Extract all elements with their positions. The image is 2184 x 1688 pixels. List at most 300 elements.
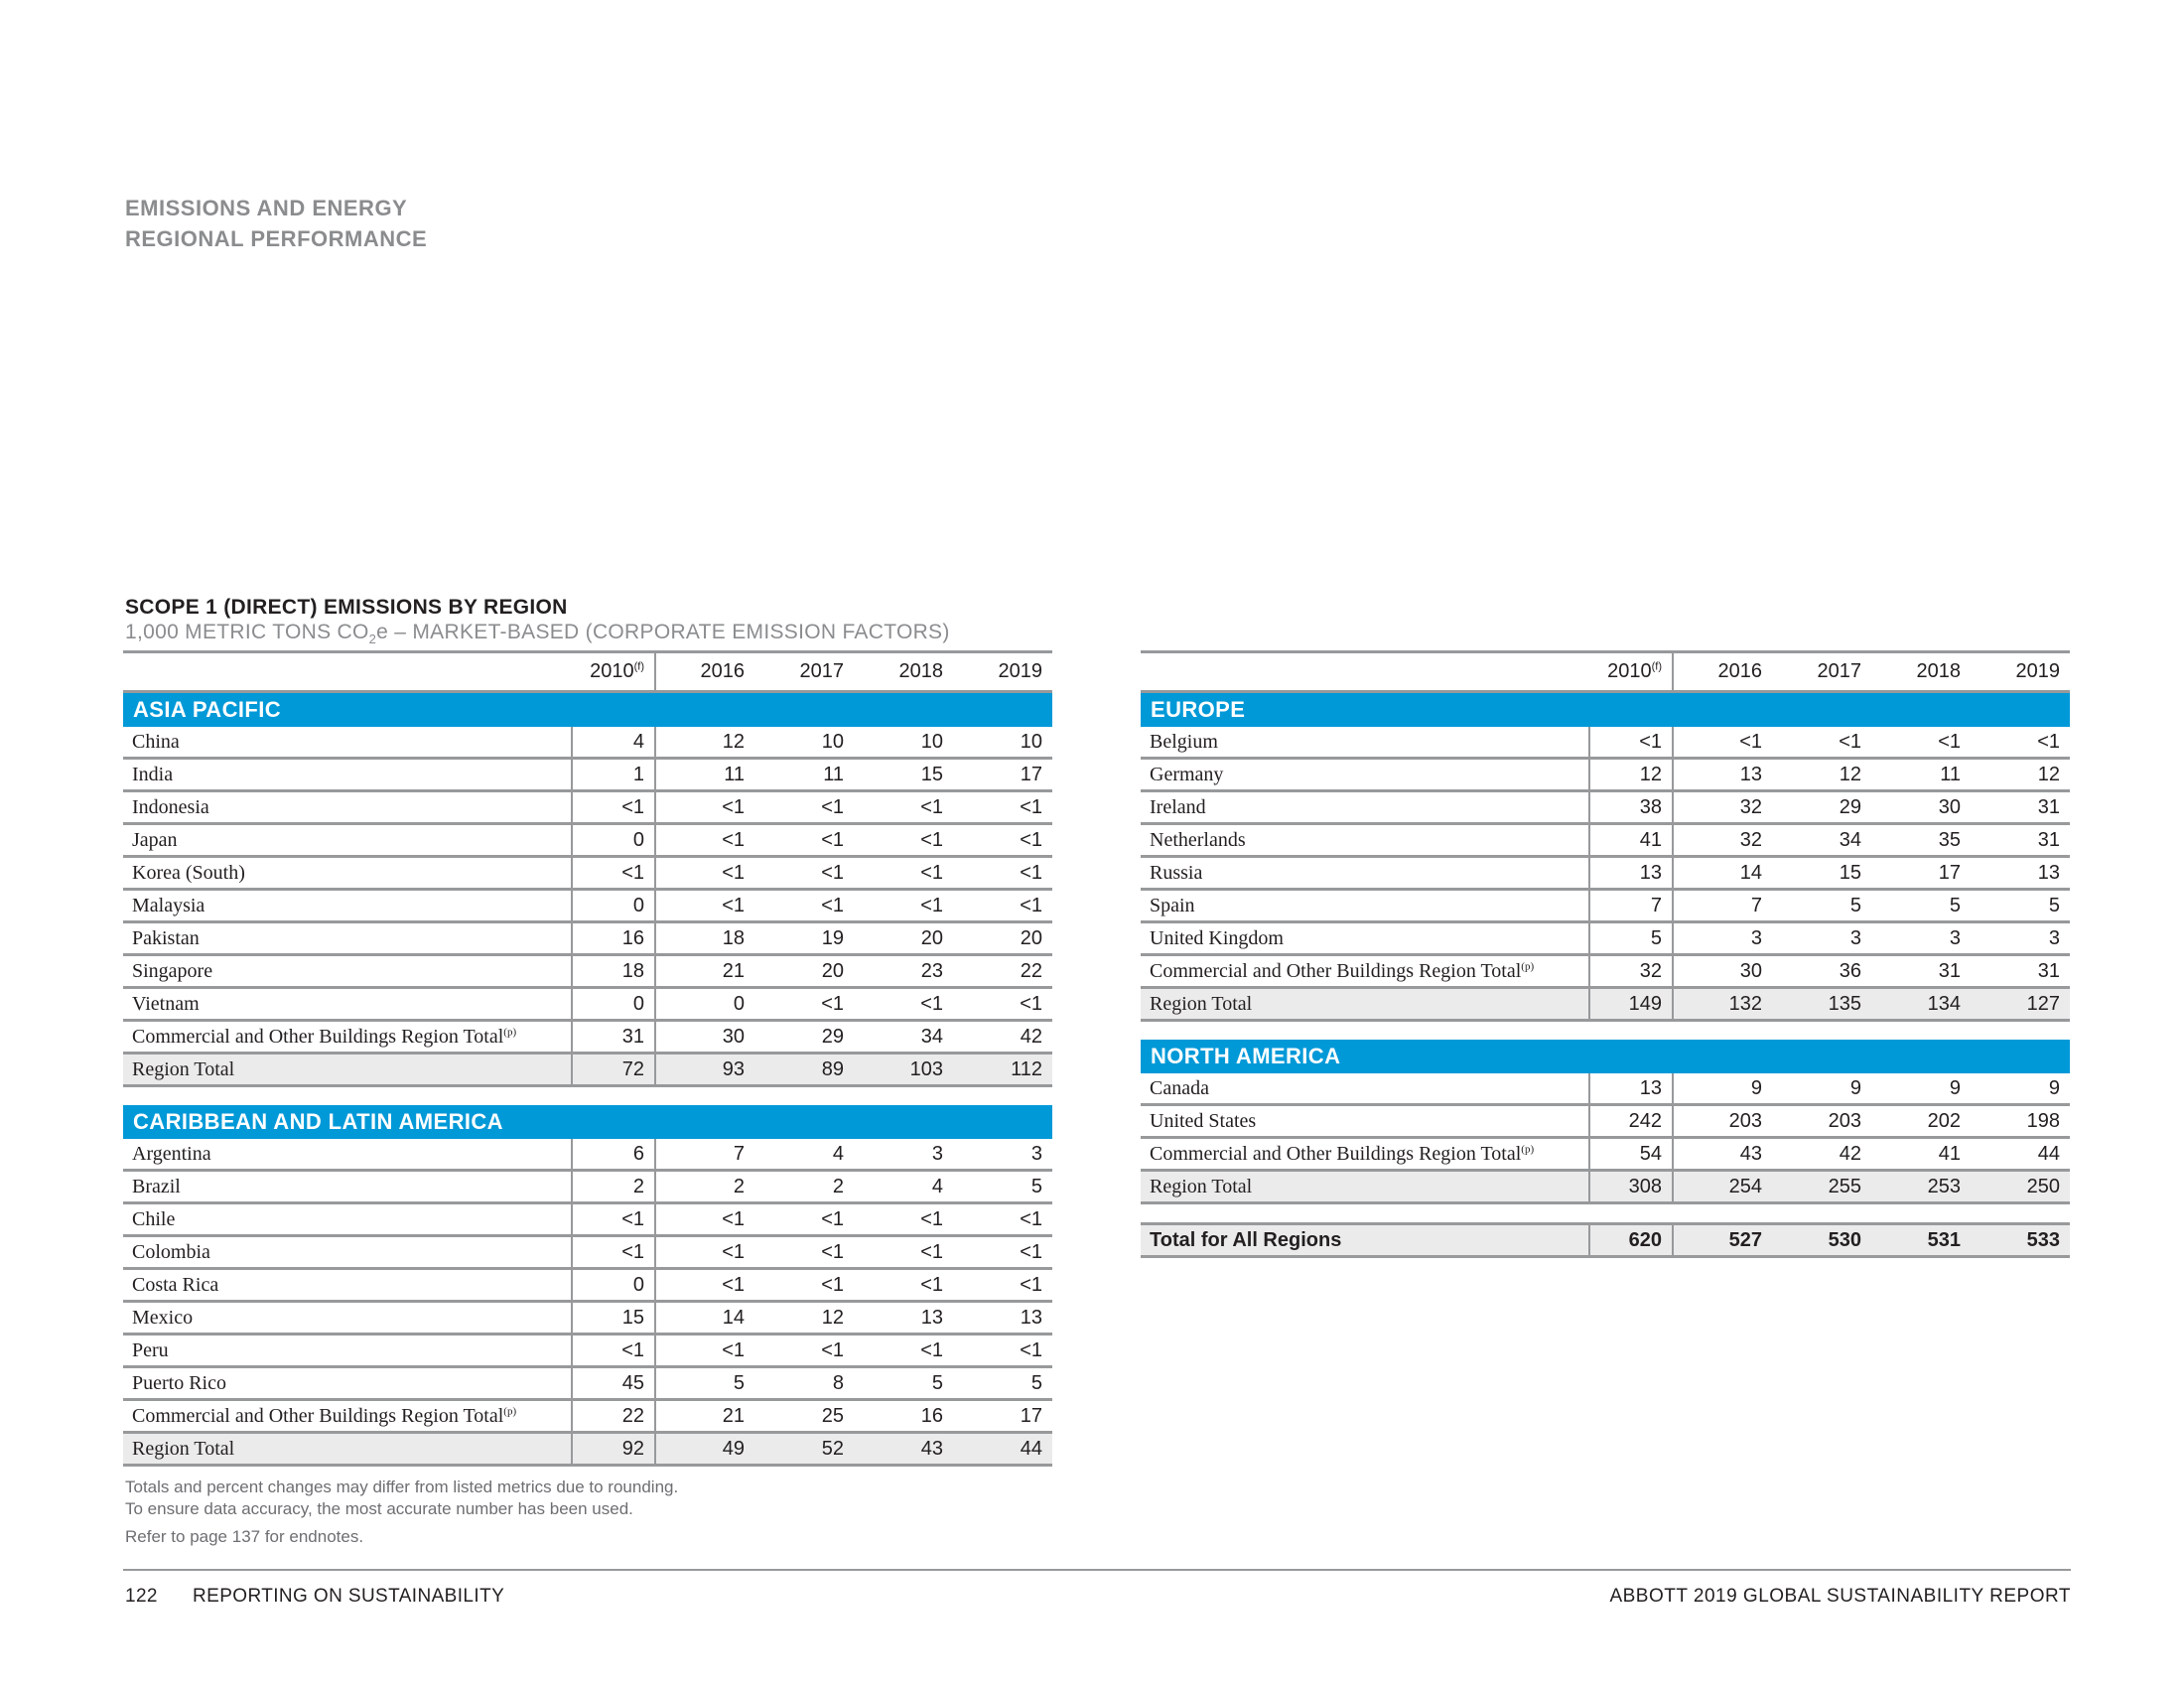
- table-row: [1141, 890, 2070, 922]
- cell-value: 5: [655, 1367, 754, 1400]
- cell-value: 3: [1673, 922, 1772, 955]
- row-label-text: Mexico: [132, 1306, 194, 1329]
- footer-report-title: ABBOTT 2019 GLOBAL SUSTAINABILITY REPORT: [1609, 1586, 2071, 1607]
- table-row: [123, 890, 1052, 922]
- row-label-text: Netherlands: [1150, 828, 1246, 851]
- cell-value: 43: [854, 1433, 953, 1466]
- row-label: [123, 1054, 572, 1086]
- cell-value: 18: [655, 922, 754, 955]
- cell-value: 31: [1971, 955, 2070, 988]
- column-header-2017: [754, 652, 854, 692]
- cell-value: 3: [953, 1139, 1052, 1171]
- header-row: [123, 652, 1052, 692]
- cell-value: 13: [1673, 759, 1772, 791]
- section-header-line1: EMISSIONS AND ENERGY: [125, 196, 408, 220]
- cell-value: 530: [1772, 1224, 1871, 1257]
- region-total-row: [1141, 1171, 2070, 1203]
- cell-value: 32: [1589, 955, 1673, 988]
- cell-value: 34: [1772, 824, 1871, 857]
- cell-value: 308: [1589, 1171, 1673, 1203]
- cell-value: 19: [754, 922, 854, 955]
- row-label: [123, 1400, 572, 1433]
- row-label-text: Peru: [132, 1338, 169, 1361]
- cell-value: 13: [953, 1302, 1052, 1335]
- row-label-text: Puerto Rico: [132, 1371, 226, 1394]
- cell-value: 20: [854, 922, 953, 955]
- column-year: 2019: [998, 660, 1042, 682]
- row-label: [1141, 857, 1589, 890]
- cell-value: 20: [754, 955, 854, 988]
- cell-value: 2: [754, 1171, 854, 1203]
- cell-value: 7: [1673, 890, 1772, 922]
- row-label: [1141, 1138, 1589, 1171]
- cell-value: <1: [655, 1203, 754, 1236]
- column-header-2019: [953, 652, 1052, 692]
- footer-divider: [123, 1569, 2071, 1571]
- row-label-text: India: [132, 763, 174, 785]
- subtitle-subscript: 2: [368, 632, 377, 647]
- column-header-2018: [854, 652, 953, 692]
- row-label-text: Region Total: [1150, 1175, 1253, 1197]
- table-row: [1141, 759, 2070, 791]
- table-row: [1141, 955, 2070, 988]
- row-label: [123, 759, 572, 791]
- cell-value: 242: [1589, 1105, 1673, 1138]
- cell-value: 0: [572, 1269, 655, 1302]
- cell-value: 21: [655, 1400, 754, 1433]
- cell-value: 41: [1871, 1138, 1971, 1171]
- cell-value: 31: [1871, 955, 1971, 988]
- cell-value: <1: [1971, 727, 2070, 759]
- cell-value: 42: [1772, 1138, 1871, 1171]
- cell-value: <1: [953, 791, 1052, 824]
- cell-value: 13: [854, 1302, 953, 1335]
- cell-value: 30: [1673, 955, 1772, 988]
- footer-section: REPORTING ON SUSTAINABILITY: [193, 1586, 505, 1607]
- cell-value: 3: [854, 1139, 953, 1171]
- cell-value: 15: [854, 759, 953, 791]
- row-label: [123, 1171, 572, 1203]
- section-header-line2: REGIONAL PERFORMANCE: [125, 226, 428, 251]
- column-header-2016: [655, 652, 754, 692]
- table-row: [123, 1400, 1052, 1433]
- row-label: [1141, 890, 1589, 922]
- cell-value: <1: [572, 1203, 655, 1236]
- cell-value: 45: [572, 1367, 655, 1400]
- region-name: NORTH AMERICA: [1141, 1040, 2070, 1073]
- cell-value: <1: [854, 890, 953, 922]
- table-row: [123, 727, 1052, 759]
- row-label-text: Korea (South): [132, 861, 245, 884]
- table-row: [1141, 922, 2070, 955]
- row-label-text: Singapore: [132, 959, 213, 982]
- cell-value: 127: [1971, 988, 2070, 1021]
- cell-value: 14: [655, 1302, 754, 1335]
- table-row: [1141, 1105, 2070, 1138]
- cell-value: 8: [754, 1367, 854, 1400]
- cell-value: <1: [953, 857, 1052, 890]
- row-label: [123, 1236, 572, 1269]
- cell-value: 13: [1589, 857, 1673, 890]
- region-header: [1141, 1040, 2070, 1073]
- cell-value: 93: [655, 1054, 754, 1086]
- cell-value: <1: [754, 1236, 854, 1269]
- row-label-text: Pakistan: [132, 926, 200, 949]
- cell-value: 2: [655, 1171, 754, 1203]
- cell-value: <1: [854, 1335, 953, 1367]
- cell-value: <1: [854, 857, 953, 890]
- cell-value: 44: [953, 1433, 1052, 1466]
- row-label: [123, 955, 572, 988]
- row-label-text: Indonesia: [132, 795, 209, 818]
- cell-value: 31: [1971, 791, 2070, 824]
- cell-value: 2: [572, 1171, 655, 1203]
- cell-value: 3: [1772, 922, 1871, 955]
- table-row: [123, 922, 1052, 955]
- row-label-text: Costa Rica: [132, 1273, 219, 1296]
- row-label-text: Germany: [1150, 763, 1224, 785]
- cell-value: <1: [655, 890, 754, 922]
- cell-value: 10: [854, 727, 953, 759]
- table-title: SCOPE 1 (DIRECT) EMISSIONS BY REGION: [125, 596, 568, 619]
- cell-value: 92: [572, 1433, 655, 1466]
- header-blank: [123, 652, 572, 692]
- cell-value: 41: [1589, 824, 1673, 857]
- endnote-marker: (f): [633, 660, 644, 673]
- cell-value: 17: [1871, 857, 1971, 890]
- endnote-marker: (p): [503, 1025, 517, 1038]
- column-header-2019: [1971, 652, 2070, 692]
- region-name: EUROPE: [1141, 692, 2070, 728]
- table-row: [1141, 727, 2070, 759]
- table-row: [123, 857, 1052, 890]
- cell-value: <1: [754, 1269, 854, 1302]
- cell-value: 44: [1971, 1138, 2070, 1171]
- cell-value: 0: [572, 890, 655, 922]
- row-label: [123, 1433, 572, 1466]
- cell-value: 0: [655, 988, 754, 1021]
- cell-value: <1: [1772, 727, 1871, 759]
- region-name: CARIBBEAN AND LATIN AMERICA: [123, 1105, 1052, 1139]
- grand-total-label: Total for All Regions: [1141, 1224, 1589, 1257]
- cell-value: 17: [953, 1400, 1052, 1433]
- column-year: 2016: [1717, 660, 1762, 682]
- cell-value: 203: [1673, 1105, 1772, 1138]
- row-label: [1141, 791, 1589, 824]
- cell-value: 12: [655, 727, 754, 759]
- cell-value: <1: [754, 1335, 854, 1367]
- cell-value: <1: [953, 1269, 1052, 1302]
- cell-value: <1: [572, 857, 655, 890]
- region-header: [123, 1105, 1052, 1139]
- cell-value: 9: [1871, 1073, 1971, 1105]
- row-label-text: Chile: [132, 1207, 176, 1230]
- cell-value: 36: [1772, 955, 1871, 988]
- cell-value: <1: [655, 857, 754, 890]
- cell-value: 533: [1971, 1224, 2070, 1257]
- row-label-text: Commercial and Other Buildings Region Total: [1150, 959, 1522, 982]
- cell-value: <1: [754, 1203, 854, 1236]
- row-label-text: Commercial and Other Buildings Region Total: [132, 1404, 504, 1427]
- cell-value: 12: [1971, 759, 2070, 791]
- cell-value: <1: [854, 824, 953, 857]
- emissions-table-right: [1141, 650, 2070, 1258]
- cell-value: 5: [1971, 890, 2070, 922]
- table-row: [123, 1269, 1052, 1302]
- cell-value: <1: [655, 824, 754, 857]
- row-label: [123, 1302, 572, 1335]
- column-year: 2017: [1817, 660, 1861, 682]
- cell-value: 42: [953, 1021, 1052, 1054]
- row-label: [123, 890, 572, 922]
- endnote-marker: (p): [503, 1404, 517, 1417]
- row-label-text: Colombia: [132, 1240, 210, 1263]
- subtitle-text: 1,000 METRIC TONS CO: [125, 621, 369, 643]
- cell-value: 15: [572, 1302, 655, 1335]
- column-header-2018: [1871, 652, 1971, 692]
- cell-value: 7: [655, 1139, 754, 1171]
- cell-value: 3: [1871, 922, 1971, 955]
- cell-value: 12: [1589, 759, 1673, 791]
- column-year: 2010: [590, 660, 634, 682]
- cell-value: 38: [1589, 791, 1673, 824]
- table-row: [123, 759, 1052, 791]
- row-label-text: Commercial and Other Buildings Region Total: [1150, 1142, 1522, 1165]
- cell-value: 31: [572, 1021, 655, 1054]
- cell-value: 12: [1772, 759, 1871, 791]
- endnote-marker: (p): [1521, 959, 1535, 972]
- cell-value: 149: [1589, 988, 1673, 1021]
- cell-value: 12: [754, 1302, 854, 1335]
- region-total-row: [123, 1054, 1052, 1086]
- cell-value: 9: [1673, 1073, 1772, 1105]
- column-header-2016: [1673, 652, 1772, 692]
- table-row: [123, 1203, 1052, 1236]
- column-year: 2018: [898, 660, 943, 682]
- cell-value: 527: [1673, 1224, 1772, 1257]
- row-label-text: Ireland: [1150, 795, 1206, 818]
- cell-value: 0: [572, 988, 655, 1021]
- cell-value: 22: [572, 1400, 655, 1433]
- cell-value: <1: [854, 791, 953, 824]
- table-row: [123, 1367, 1052, 1400]
- row-label: [1141, 1105, 1589, 1138]
- cell-value: 49: [655, 1433, 754, 1466]
- row-label-text: Japan: [132, 828, 178, 851]
- cell-value: 5: [854, 1367, 953, 1400]
- row-label: [123, 1203, 572, 1236]
- column-year: 2019: [2015, 660, 2060, 682]
- cell-value: 21: [655, 955, 754, 988]
- row-label: [1141, 727, 1589, 759]
- row-label: [123, 922, 572, 955]
- cell-value: 34: [854, 1021, 953, 1054]
- row-label-text: Commercial and Other Buildings Region Total: [132, 1025, 504, 1048]
- row-label-text: Spain: [1150, 894, 1195, 916]
- row-label-text: Malaysia: [132, 894, 205, 916]
- row-label: [1141, 1171, 1589, 1203]
- cell-value: 132: [1673, 988, 1772, 1021]
- cell-value: 4: [854, 1171, 953, 1203]
- cell-value: 15: [1772, 857, 1871, 890]
- row-label-text: United Kingdom: [1150, 926, 1284, 949]
- row-label-text: Russia: [1150, 861, 1203, 884]
- table-row: [123, 1302, 1052, 1335]
- cell-value: <1: [1871, 727, 1971, 759]
- cell-value: 5: [1871, 890, 1971, 922]
- cell-value: 4: [754, 1139, 854, 1171]
- cell-value: 11: [1871, 759, 1971, 791]
- cell-value: 203: [1772, 1105, 1871, 1138]
- cell-value: 5: [1772, 890, 1871, 922]
- column-year: 2010: [1607, 660, 1652, 682]
- cell-value: 7: [1589, 890, 1673, 922]
- cell-value: 202: [1871, 1105, 1971, 1138]
- cell-value: 16: [854, 1400, 953, 1433]
- column-header-2017: [1772, 652, 1871, 692]
- row-label: [1141, 1073, 1589, 1105]
- table-row: [123, 791, 1052, 824]
- cell-value: 25: [754, 1400, 854, 1433]
- row-label: [123, 988, 572, 1021]
- table-row: [123, 824, 1052, 857]
- row-label-text: Region Total: [132, 1437, 235, 1460]
- cell-value: <1: [953, 824, 1052, 857]
- column-header-2010: [572, 652, 655, 692]
- cell-value: 103: [854, 1054, 953, 1086]
- row-label: [123, 1021, 572, 1054]
- region-header: [1141, 692, 2070, 728]
- row-label: [1141, 988, 1589, 1021]
- cell-value: 5: [953, 1367, 1052, 1400]
- row-label: [123, 857, 572, 890]
- cell-value: 20: [953, 922, 1052, 955]
- cell-value: 18: [572, 955, 655, 988]
- cell-value: <1: [572, 1335, 655, 1367]
- cell-value: 17: [953, 759, 1052, 791]
- section-header: [125, 193, 427, 254]
- cell-value: <1: [655, 1236, 754, 1269]
- cell-value: <1: [1589, 727, 1673, 759]
- row-label-text: United States: [1150, 1109, 1257, 1132]
- region-total-row: [1141, 988, 2070, 1021]
- cell-value: <1: [854, 988, 953, 1021]
- cell-value: 72: [572, 1054, 655, 1086]
- cell-value: 10: [953, 727, 1052, 759]
- cell-value: 9: [1971, 1073, 2070, 1105]
- row-label: [1141, 824, 1589, 857]
- footnote-endnotes: Refer to page 137 for endnotes.: [125, 1527, 364, 1546]
- cell-value: <1: [854, 1269, 953, 1302]
- cell-value: 112: [953, 1054, 1052, 1086]
- table-row: [123, 1139, 1052, 1171]
- cell-value: 54: [1589, 1138, 1673, 1171]
- header-row: [1141, 652, 2070, 692]
- cell-value: 9: [1772, 1073, 1871, 1105]
- cell-value: <1: [754, 857, 854, 890]
- cell-value: 6: [572, 1139, 655, 1171]
- row-label-text: China: [132, 730, 180, 753]
- cell-value: 43: [1673, 1138, 1772, 1171]
- cell-value: 13: [1589, 1073, 1673, 1105]
- cell-value: 30: [655, 1021, 754, 1054]
- cell-value: <1: [572, 1236, 655, 1269]
- row-label-text: Brazil: [132, 1175, 181, 1197]
- cell-value: <1: [854, 1203, 953, 1236]
- cell-value: 255: [1772, 1171, 1871, 1203]
- emissions-table-left: [123, 650, 1052, 1467]
- cell-value: <1: [1673, 727, 1772, 759]
- row-label: [123, 791, 572, 824]
- cell-value: 134: [1871, 988, 1971, 1021]
- cell-value: 5: [953, 1171, 1052, 1203]
- cell-value: 89: [754, 1054, 854, 1086]
- cell-value: 198: [1971, 1105, 2070, 1138]
- table-row: [123, 1021, 1052, 1054]
- table-row: [1141, 857, 2070, 890]
- cell-value: 32: [1673, 824, 1772, 857]
- column-header-2010: [1589, 652, 1673, 692]
- grand-total-row: [1141, 1224, 2070, 1257]
- page-number: 122: [125, 1586, 158, 1607]
- table-row: [1141, 1073, 2070, 1105]
- endnote-marker: (p): [1521, 1142, 1535, 1155]
- table-row: [1141, 824, 2070, 857]
- table-titles: [125, 595, 950, 651]
- cell-value: 32: [1673, 791, 1772, 824]
- table-row: [123, 1335, 1052, 1367]
- cell-value: 3: [1971, 922, 2070, 955]
- row-label: [1141, 955, 1589, 988]
- cell-value: <1: [655, 791, 754, 824]
- endnote-marker: (f): [1651, 660, 1662, 673]
- row-label: [123, 1269, 572, 1302]
- table-row: [123, 1171, 1052, 1203]
- footer-left: [125, 1586, 504, 1608]
- cell-value: <1: [854, 1236, 953, 1269]
- table-row: [123, 955, 1052, 988]
- row-label: [123, 1335, 572, 1367]
- table-row: [1141, 791, 2070, 824]
- footnote-rounding: Totals and percent changes may differ from listed metrics due to rounding.: [125, 1477, 679, 1496]
- footnotes: [125, 1477, 678, 1548]
- cell-value: <1: [953, 1236, 1052, 1269]
- cell-value: 30: [1871, 791, 1971, 824]
- cell-value: <1: [754, 988, 854, 1021]
- cell-value: 254: [1673, 1171, 1772, 1203]
- cell-value: <1: [754, 791, 854, 824]
- cell-value: 29: [754, 1021, 854, 1054]
- row-label-text: Canada: [1150, 1076, 1209, 1099]
- cell-value: 31: [1971, 824, 2070, 857]
- cell-value: 23: [854, 955, 953, 988]
- row-label: [1141, 759, 1589, 791]
- header-blank: [1141, 652, 1589, 692]
- cell-value: 35: [1871, 824, 1971, 857]
- cell-value: 4: [572, 727, 655, 759]
- row-label: [123, 1367, 572, 1400]
- cell-value: 11: [754, 759, 854, 791]
- cell-value: 11: [655, 759, 754, 791]
- region-total-row: [123, 1433, 1052, 1466]
- cell-value: 29: [1772, 791, 1871, 824]
- cell-value: 13: [1971, 857, 2070, 890]
- cell-value: 531: [1871, 1224, 1971, 1257]
- row-label: [123, 727, 572, 759]
- cell-value: 1: [572, 759, 655, 791]
- cell-value: 0: [572, 824, 655, 857]
- row-label-text: Region Total: [1150, 992, 1253, 1015]
